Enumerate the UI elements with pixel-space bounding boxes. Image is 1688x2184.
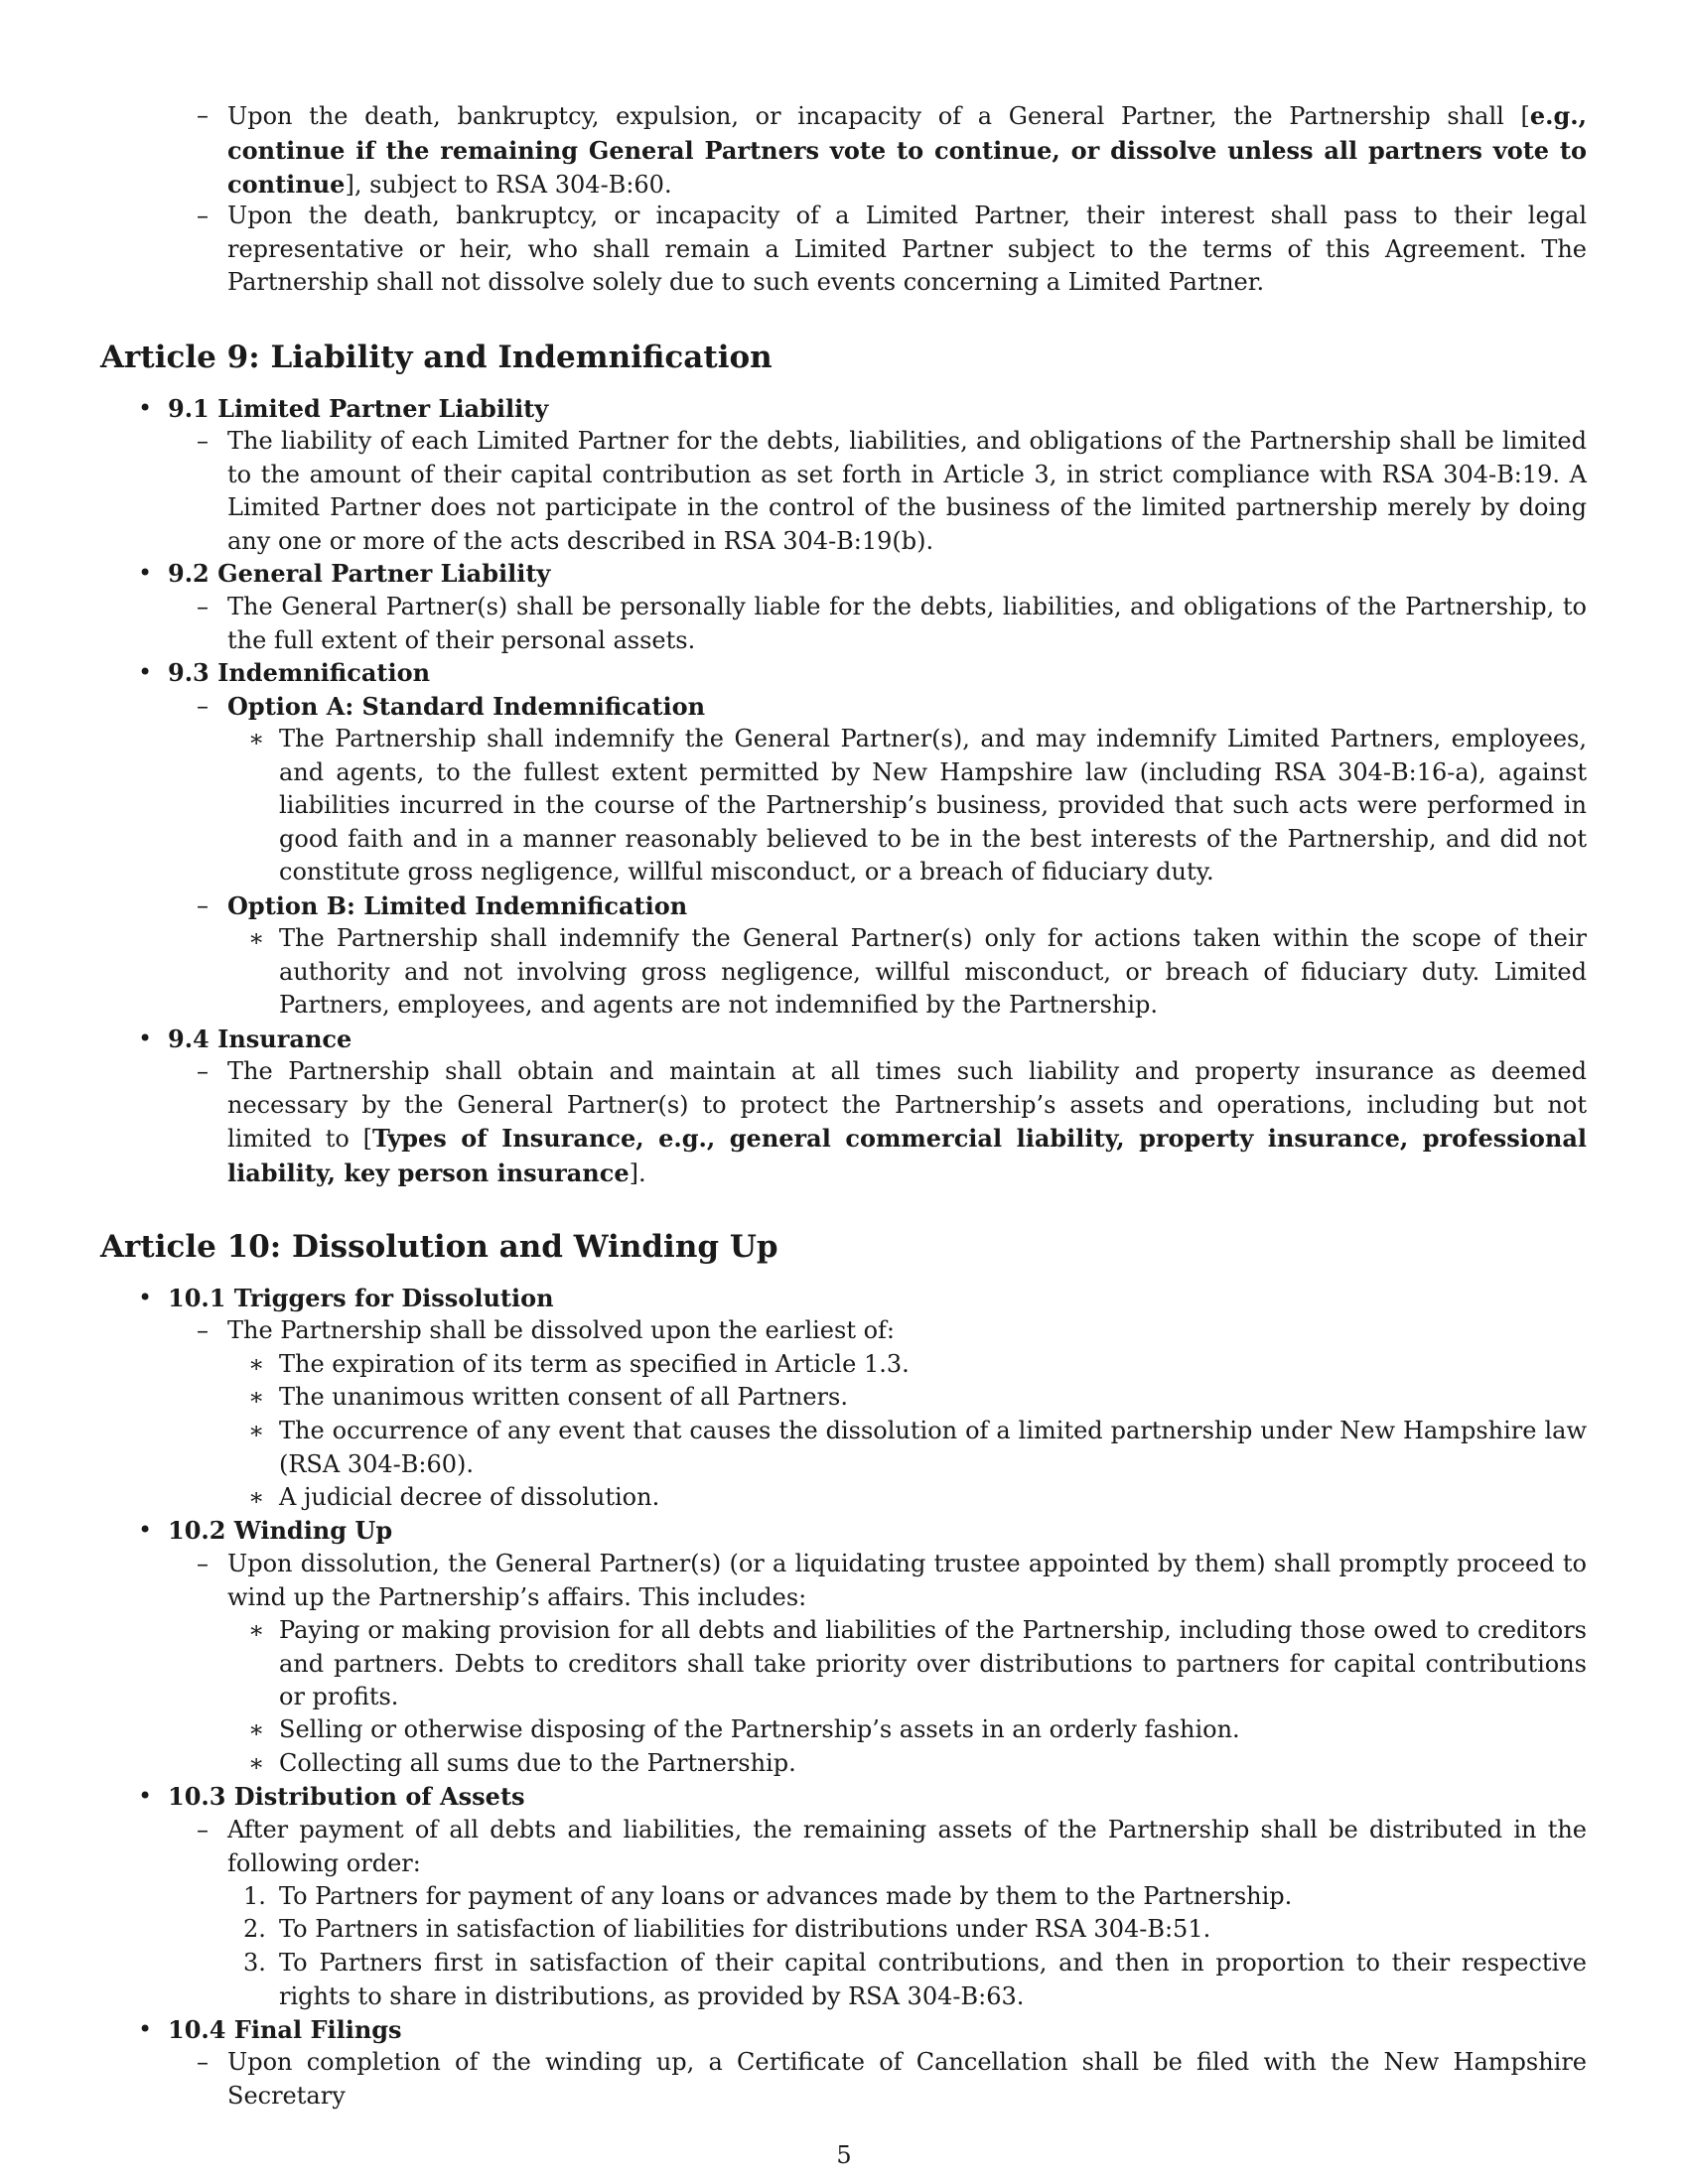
item-text: After payment of all debts and liabilities, the remaining assets of the Partnership shall be distributed in the following order:: [227, 1816, 1587, 1877]
list-item: [197, 1814, 1587, 1880]
list-item: [197, 591, 1587, 657]
section-10-3-title: • 10.3 Distribution of Assets: [168, 1780, 1587, 1815]
page-number: 5: [836, 2141, 852, 2169]
star-marker: ∗: [248, 924, 265, 952]
bullet-marker: •: [138, 1782, 153, 1810]
dash-marker: –: [197, 202, 209, 229]
placeholder-text: Types of Insurance, e.g., general commercial liability, property insurance, professional liability, key person insurance: [227, 1124, 1587, 1187]
item-text: Collecting all sums due to the Partnership.: [279, 1749, 796, 1777]
list-item: [197, 1055, 1587, 1190]
dash-marker: –: [197, 891, 209, 919]
list-item: [243, 1913, 1587, 1947]
option-a-title: – Option A: Standard Indemnification: [227, 690, 1587, 725]
section-10-2-title: • 10.2 Winding Up: [168, 1514, 1587, 1549]
dash-marker: –: [197, 1816, 209, 1843]
option-b-title: – Option B: Limited Indemnification: [227, 889, 1587, 924]
list-item: [243, 1947, 1587, 2013]
item-text: The unanimous written consent of all Partners.: [279, 1383, 848, 1411]
star-marker: ∗: [248, 1483, 265, 1511]
number-marker: 2.: [243, 1915, 266, 1943]
dash-marker: –: [197, 427, 209, 455]
star-marker: ∗: [248, 1715, 265, 1743]
list-item: [248, 1381, 1587, 1415]
list-item: [197, 425, 1587, 558]
section-9-1-title: • 9.1 Limited Partner Liability: [168, 392, 1587, 427]
list-item: [248, 922, 1587, 1023]
item-text: Upon the death, bankruptcy, or incapacity of a Limited Partner, their interest shall pass to their legal representative or heir, who shall remain a Limited Partner subject to the terms of this Agreement. The Partnership shall not dissolve solely due to such events concerning a Limited Partner.: [227, 202, 1587, 296]
item-text: Upon completion of the winding up, a Certificate of Cancellation shall be filed with the New Hampshire Secretary: [227, 2048, 1587, 2110]
dash-marker: –: [197, 1057, 209, 1085]
list-item: [248, 723, 1587, 889]
section-10-1-title: • 10.1 Triggers for Dissolution: [168, 1282, 1587, 1316]
bullet-marker: •: [138, 394, 153, 422]
number-marker: 3.: [243, 1949, 266, 1977]
item-text: To Partners in satisfaction of liabilities for distributions under RSA 304-B:51.: [279, 1915, 1211, 1943]
section-10-4-title: • 10.4 Final Filings: [168, 2013, 1587, 2048]
item-text: The liability of each Limited Partner for the debts, liabilities, and obligations of the Partnership shall be limited to the amount of their capital contribution as set forth in Article 3, in strict compliance with RSA 304-B:19. A Limited Partner does not participate in the control of the business of the limited partnership merely by doing any one or more of the acts described in RSA 304-B:19(b).: [227, 427, 1587, 555]
list-item: [248, 1747, 1587, 1781]
number-marker: 1.: [243, 1882, 266, 1910]
list-item: [248, 1348, 1587, 1382]
bullet-marker: •: [138, 559, 153, 587]
bullet-marker: •: [138, 2015, 153, 2043]
star-marker: ∗: [248, 725, 265, 752]
dash-marker: –: [197, 1316, 209, 1344]
article-9-heading: Article 9: Liability and Indemnification: [100, 340, 773, 375]
dash-marker: –: [197, 692, 209, 720]
dash-marker: –: [197, 1550, 209, 1577]
list-item: [248, 1481, 1587, 1515]
item-text: To Partners first in satisfaction of their capital contributions, and then in proportion to their respective rights to share in distributions, as provided by RSA 304-B:63.: [279, 1949, 1587, 2010]
bullet-marker: •: [138, 1024, 153, 1052]
list-item: [197, 99, 1587, 203]
item-text: Upon the death, bankruptcy, expulsion, or incapacity of a General Partner, the Partnership shall [: [227, 102, 1530, 130]
item-text: Selling or otherwise disposing of the Partnership’s assets in an orderly fashion.: [279, 1715, 1240, 1743]
list-item: [197, 1548, 1587, 1614]
item-text: A judicial decree of dissolution.: [279, 1483, 660, 1511]
list-item: [248, 1415, 1587, 1481]
bullet-marker: •: [138, 658, 153, 686]
section-9-2-title: • 9.2 General Partner Liability: [168, 557, 1587, 592]
list-item: [243, 1880, 1587, 1914]
section-9-3-title: • 9.3 Indemnification: [168, 656, 1587, 691]
item-text: ].: [629, 1159, 646, 1187]
star-marker: ∗: [248, 1616, 265, 1644]
item-text: Paying or making provision for all debts and liabilities of the Partnership, including those owed to creditors and partners. Debts to creditors shall take priority over distributions to partners for capital contributions or profits.: [279, 1616, 1587, 1710]
item-text: The Partnership shall indemnify the General Partner(s) only for actions taken within the scope of their authority and not involving gross negligence, willful misconduct, or breach of fiduciary duty. Limited Partners, employees, and agents are not indemnified by the Partnership.: [279, 924, 1587, 1019]
star-marker: ∗: [248, 1749, 265, 1777]
item-text: ], subject to RSA 304-B:60.: [345, 171, 672, 199]
list-item: [248, 1614, 1587, 1714]
star-marker: ∗: [248, 1383, 265, 1411]
star-marker: ∗: [248, 1417, 265, 1444]
list-item: [197, 200, 1587, 300]
item-text: To Partners for payment of any loans or advances made by them to the Partnership.: [279, 1882, 1293, 1910]
item-text: The occurrence of any event that causes the dissolution of a limited partnership under New Hampshire law (RSA 304-B:60).: [279, 1417, 1587, 1478]
dash-marker: –: [197, 101, 209, 129]
bullet-marker: •: [138, 1284, 153, 1311]
section-9-4-title: • 9.4 Insurance: [168, 1023, 1587, 1057]
list-item: [197, 2046, 1587, 2113]
list-item: [248, 1713, 1587, 1747]
item-text: The Partnership shall be dissolved upon the earliest of:: [227, 1316, 896, 1344]
bullet-marker: •: [138, 1516, 153, 1544]
item-text: The expiration of its term as specified in Article 1.3.: [279, 1350, 910, 1378]
dash-marker: –: [197, 2048, 209, 2076]
item-text: The Partnership shall indemnify the General Partner(s), and may indemnify Limited Partners, employees, and agents, to the fullest extent permitted by New Hampshire law (including RSA 304-B:16-a), against liabilities incurred in the course of the Partnership’s business, provided that such acts were performed in good faith and in a manner reasonably believed to be in the best interests of the Partnership, and did not constitute gross negligence, willful misconduct, or a breach of fiduciary duty.: [279, 725, 1587, 886]
item-text: The Partnership shall obtain and maintain at all times such liability and property insurance as deemed necessary by the General Partner(s) to protect the Partnership’s assets and operations, including but not limited to [: [227, 1057, 1587, 1153]
list-item: [197, 1314, 1587, 1348]
item-text: The General Partner(s) shall be personally liable for the debts, liabilities, and obligations of the Partnership, to the full extent of their personal assets.: [227, 593, 1587, 654]
item-text: Upon dissolution, the General Partner(s) (or a liquidating trustee appointed by them) shall promptly proceed to wind up the Partnership’s affairs. This includes:: [227, 1550, 1587, 1611]
dash-marker: –: [197, 593, 209, 620]
placeholder-text: e.g., continue if the remaining General Partners vote to continue, or dissolve unless all partners vote to continue: [227, 101, 1587, 199]
article-10-heading: Article 10: Dissolution and Winding Up: [100, 1229, 778, 1265]
star-marker: ∗: [248, 1350, 265, 1378]
